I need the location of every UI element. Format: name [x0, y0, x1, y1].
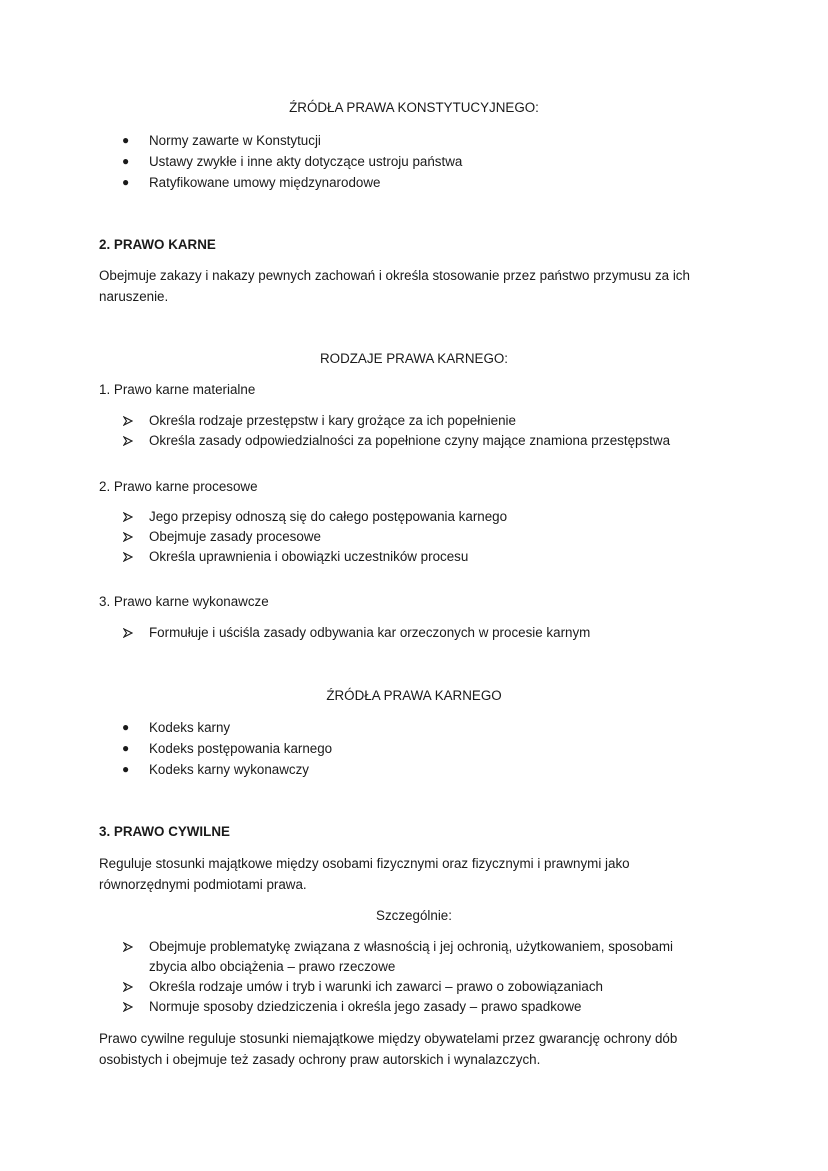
list-item: Formułuje i uściśla zasady odbywania kar orzeczonych w procesie karnym	[149, 625, 591, 640]
list-item: Normuje sposoby dziedziczenia i określa jego zasady – prawo spadkowe	[149, 999, 582, 1014]
paragraph-line: Obejmuje zakazy i nakazy pewnych zachowań i określa stosowanie przez państwo przymusu za ich	[99, 268, 690, 283]
subsection-label: 1. Prawo karne materialne	[99, 382, 256, 397]
bullet-dot-icon: ●	[122, 133, 130, 147]
list-item: Jego przepisy odnoszą się do całego postępowania karnego	[149, 509, 508, 524]
list-item: Kodeks karny wykonawczy	[149, 762, 310, 777]
list-item: Określa zasady odpowiedzialności za popełnione czyny mające znamiona przestępstwa	[149, 433, 671, 448]
arrow-right-icon	[123, 512, 133, 522]
list-item: Obejmuje problematykę związana z własnością i jej ochronią, użytkowaniem, sposobami	[149, 939, 673, 954]
paragraph-line: równorzędnymi podmiotami prawa.	[99, 877, 307, 892]
paragraph-line: naruszenie.	[99, 289, 169, 304]
section-heading-criminal-law: 2. PRAWO KARNE	[99, 237, 216, 252]
bullet-dot-icon: ●	[122, 720, 130, 734]
subsection-label: 3. Prawo karne wykonawcze	[99, 594, 269, 609]
arrow-right-icon	[123, 436, 133, 446]
list-item: Określa rodzaje umów i tryb i warunki ich zawarci – prawo o zobowiązaniach	[149, 979, 603, 994]
section-subtitle-particularly: Szczególnie:	[376, 908, 452, 923]
list-item: Określa rodzaje przestępstw i kary grożące za ich popełnienie	[149, 413, 516, 428]
arrow-right-icon	[123, 552, 133, 562]
paragraph-line: Prawo cywilne reguluje stosunki niemajątkowe między obywatelami przez gwarancję ochrony dób	[99, 1031, 678, 1046]
section-title-criminal-sources: ŹRÓDŁA PRAWA KARNEGO	[326, 688, 502, 703]
list-item: Określa uprawnienia i obowiązki uczestników procesu	[149, 549, 469, 564]
arrow-right-icon	[123, 532, 133, 542]
arrow-right-icon	[123, 942, 133, 952]
list-item: Kodeks postępowania karnego	[149, 741, 333, 756]
bullet-dot-icon: ●	[122, 741, 130, 755]
section-title-constitutional-sources: ŹRÓDŁA PRAWA KONSTYTUCYJNEGO:	[289, 100, 539, 115]
paragraph-line: osobistych i obejmuje też zasady ochrony praw autorskich i wynalazczych.	[99, 1052, 541, 1067]
subsection-label: 2. Prawo karne procesowe	[99, 479, 258, 494]
list-item: Kodeks karny	[149, 720, 231, 735]
arrow-right-icon	[123, 982, 133, 992]
paragraph-line: Reguluje stosunki majątkowe między osobami fizycznymi oraz fizycznymi i prawnymi jako	[99, 856, 630, 871]
section-title-criminal-types: RODZAJE PRAWA KARNEGO:	[320, 351, 508, 366]
arrow-right-icon	[123, 628, 133, 638]
bullet-dot-icon: ●	[122, 175, 130, 189]
list-item-continuation: zbycia albo obciążenia – prawo rzeczowe	[149, 959, 396, 974]
arrow-right-icon	[123, 416, 133, 426]
bullet-dot-icon: ●	[122, 762, 130, 776]
bullet-dot-icon: ●	[122, 154, 130, 168]
arrow-right-icon	[123, 1002, 133, 1012]
list-item: Obejmuje zasady procesowe	[149, 529, 321, 544]
list-item: Normy zawarte w Konstytucji	[149, 133, 321, 148]
list-item: Ustawy zwykłe i inne akty dotyczące ustroju państwa	[149, 154, 463, 169]
list-item: Ratyfikowane umowy międzynarodowe	[149, 175, 381, 190]
section-heading-civil-law: 3. PRAWO CYWILNE	[99, 824, 230, 839]
